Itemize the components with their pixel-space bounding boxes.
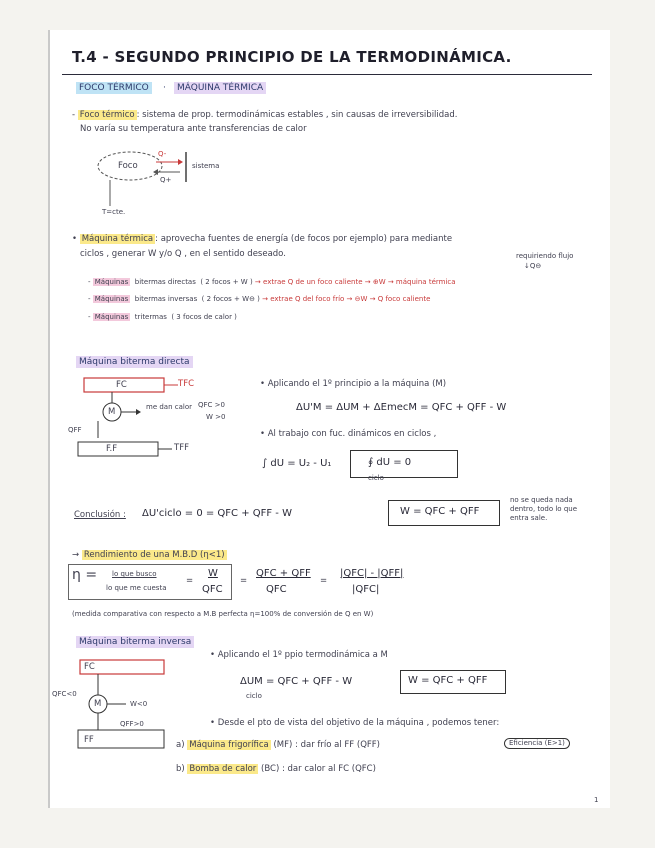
equation-integral: ∫ dU = U₂ - U₁ [262, 458, 332, 469]
maquina-definition-label: Máquina térmica [81, 234, 154, 244]
eta-symbol: η = [72, 567, 98, 583]
foco-definition-label: Foco térmico [79, 110, 135, 120]
qff-label: QFF [68, 426, 82, 434]
maquina-definition-line2: ciclos , generar W y/o Q , en el sentido deseado. [80, 249, 286, 259]
inv-result: W = QFC + QFF [408, 675, 488, 686]
apply-first-principle: • Aplicando el 1º principio a la máquina (M) [260, 379, 447, 389]
eta-right-denominator: |QFC| [352, 584, 380, 595]
eta-mid-numerator: QFC + QFF [256, 568, 311, 579]
conclusion-equation: ΔU'ciclo = 0 = QFC + QFF - W [142, 508, 292, 519]
equation-cyclic-integral: ∮ dU = 0 [368, 457, 412, 468]
foco-definition-line2: No varía su temperatura ante transferencias de calor [80, 124, 307, 134]
eta-numerator: lo que busco [112, 570, 157, 578]
inv-w-label: W<0 [130, 700, 148, 708]
tab-separator: · [163, 83, 166, 93]
side-note-flujo: requiriendo flujo [516, 252, 574, 260]
list-item: - Máquinas bitermas directas ( 2 focos + W ) → extrae Q de un foco caliente → ⊕W → máquina térmica [88, 278, 456, 286]
equals-sign: = [240, 576, 248, 586]
notebook-page [48, 30, 610, 808]
section-heading-directa: Máquina biterma directa [76, 356, 193, 368]
list-item: b) Bomba de calor (BC) : dar calor al FC (QFC) [176, 764, 376, 774]
foco-definition-text: : sistema de prop. termodinámicas estables , sin causas de irreversibilidad. [136, 110, 458, 120]
qfc-condition: QFC >0 [198, 401, 225, 409]
foco-definition-line1: - Foco térmico : sistema de prop. termodinámicas estables , sin causas de irreversibilidad. [72, 110, 458, 120]
fc-label: FC [116, 380, 127, 390]
eta-denominator: lo que me cuesta [106, 584, 167, 592]
efficiency-badge: Eficiencia (E>1) [504, 738, 570, 749]
eta-qfc: QFC [202, 584, 223, 595]
inv-ciclo: ciclo [246, 692, 262, 700]
eta-w: W [208, 568, 218, 579]
conclusion-result: W = QFC + QFF [400, 506, 480, 517]
q-minus-label: Q- [158, 150, 167, 158]
eta-right-numerator: |QFC| - |QFF| [340, 568, 404, 579]
equals-sign: = [186, 576, 194, 586]
conclusion-label: Conclusión : [74, 510, 126, 520]
biterma-inversa-diagram [50, 30, 610, 808]
foco-label: Foco [118, 161, 138, 171]
side-note-q: ↓Q⊖ [524, 262, 542, 270]
inv-viewpoint: • Desde el pto de vista del objetivo de la máquina , podemos tener: [210, 718, 500, 728]
maquina-definition-text: : aprovecha fuentes de energía (de focos por ejemplo) para mediante [155, 234, 453, 244]
ff-label: F.F [106, 444, 118, 454]
inv-qfc-label: QFC<0 [52, 690, 77, 698]
equation-energy-balance: ΔU'M = ΔUM + ΔEmecM = QFC + QFF - W [296, 402, 507, 413]
q-plus-label: Q+ [160, 176, 172, 184]
sistema-label: sistema [192, 162, 220, 170]
inv-apply: • Aplicando el 1º ppio termodinámica a M [210, 650, 388, 660]
maquina-definition-line1: • Máquina térmica : aprovecha fuentes de energía (de focos por ejemplo) para mediante [72, 234, 453, 244]
efficiency-heading: → Rendimiento de una M.B.D (η<1) [72, 550, 225, 560]
m-label: M [108, 407, 116, 417]
qfc-note: me dan calor [146, 403, 192, 411]
inv-ff-label: FF [84, 735, 94, 745]
inv-equation: ΔUM = QFC + QFF - W [240, 676, 353, 687]
inv-fc-label: FC [84, 662, 95, 672]
conclusion-note: no se queda nada dentro, todo lo que entra sale. [510, 496, 578, 522]
tff-label: TFF [174, 443, 189, 453]
list-item: - Máquinas bitermas inversas ( 2 focos + W⊖ ) → extrae Q del foco frío → ⊖W → Q foco caliente [88, 295, 431, 303]
list-item: - Máquinas tritermas ( 3 focos de calor ) [88, 313, 237, 321]
page-title: T.4 - SEGUNDO PRINCIPIO DE LA TERMODINÁMICA. [72, 48, 512, 66]
tfc-label: TFC [178, 379, 195, 389]
eta-mid-denominator: QFC [266, 584, 287, 595]
cycles-note: • Al trabajo con fuc. dinámicos en ciclos , [260, 429, 437, 439]
list-item: a) Máquina frigorífica (MF) : dar frío al FF (QFF) [176, 740, 380, 750]
tab-foco-termico: FOCO TÉRMICO [76, 82, 152, 94]
equals-sign: = [320, 576, 328, 586]
section-heading-inversa: Máquina biterma inversa [76, 636, 194, 648]
t-cte-label: T=cte. [102, 208, 126, 216]
tab-maquina-termica: MÁQUINA TÉRMICA [174, 82, 266, 94]
efficiency-note: (medida comparativa con respecto a M.B perfecta η=100% de conversión de Q en W) [72, 610, 374, 618]
inv-qff-label: QFF>0 [120, 720, 144, 728]
page-number: 1 [594, 796, 599, 804]
inv-m-label: M [94, 699, 102, 709]
w-condition: W >0 [206, 413, 226, 421]
ciclo-subscript: ciclo [368, 474, 384, 482]
